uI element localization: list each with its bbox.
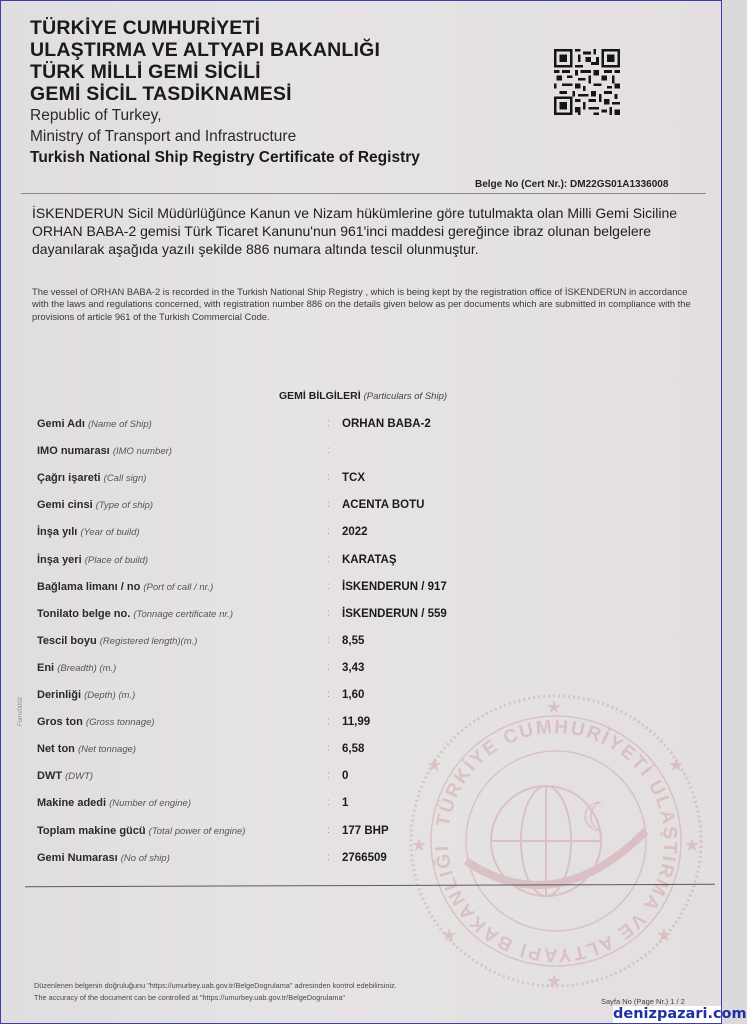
field-value: 2766509: [342, 851, 387, 864]
field-label: [37, 852, 170, 864]
field-value: 1: [342, 797, 349, 810]
svg-text:★: ★: [426, 755, 443, 775]
table-row: [37, 689, 517, 705]
table-row: [37, 526, 517, 542]
intro-paragraph-en: The vessel of ORHAN BABA-2 is recorded in the Turkish National Ship Registry , which is being kept by the registration office of İSKENDERUN in accordance with the laws and regulations concerned, with registration number 886 on the details given below as per documents which are submitted in compliance with the provisions of article 961 of the Turkish Commercial Code.: [32, 286, 691, 322]
table-row: [37, 635, 517, 651]
field-colon: :: [327, 472, 330, 484]
field-label-tr: Makine adedi: [37, 797, 107, 810]
header-tr-line-3: TÜRK MİLLİ GEMİ SİCİLİ: [30, 61, 261, 83]
seal-text: TÜRKİYE CUMHURİYETİ ULAŞTIRMA VE ALTYAPI BAKANLIĞI: [431, 716, 681, 966]
field-label: [37, 499, 153, 511]
table-row: [37, 418, 517, 434]
field-label-en: (Depth) (m.): [84, 690, 136, 701]
field-colon: :: [327, 526, 330, 538]
field-label: [37, 825, 245, 837]
divider: [21, 193, 706, 194]
field-label-en: (No of ship): [120, 852, 170, 864]
field-label-tr: Gemi cinsi: [37, 499, 93, 512]
field-colon: :: [327, 824, 330, 836]
field-label-tr: Gros ton: [37, 716, 83, 729]
field-label-tr: Net ton: [37, 743, 75, 756]
field-label-en: (Year of build): [80, 527, 140, 539]
field-value: ORHAN BABA-2: [342, 418, 431, 430]
header-en-line-1: Republic of Turkey,: [30, 107, 162, 124]
field-label-en: (Name of Ship): [87, 419, 152, 430]
field-colon: :: [327, 445, 330, 457]
site-watermark: denizpazari.com: [613, 1006, 747, 1022]
field-label-en: (Net tonnage): [77, 744, 137, 756]
header-en-title: Turkish National Ship Registry Certificate of Registry: [30, 149, 420, 166]
field-value: 6,58: [342, 743, 365, 756]
field-colon: :: [327, 689, 330, 700]
field-label: [37, 581, 213, 593]
field-value: KARATAŞ: [342, 553, 397, 566]
field-label-en: (Breadth) (m.): [57, 662, 117, 674]
svg-text:☾: ☾: [581, 795, 617, 841]
field-value: İSKENDERUN / 559: [342, 607, 447, 620]
field-label: [37, 770, 93, 782]
field-label-tr: Tonilato belge no.: [37, 607, 131, 620]
field-label: [37, 662, 116, 674]
field-value: 177 BHP: [342, 824, 389, 837]
field-colon: :: [327, 851, 330, 863]
footer-verification-en: The accuracy of the document can be controlled at "https://umurbey.uab.gov.tr/BelgeDogrulama": [34, 993, 346, 1002]
table-row: [37, 852, 517, 868]
svg-text:★: ★: [656, 925, 673, 945]
certificate-header: [30, 17, 420, 169]
field-label-en: (Type of ship): [95, 500, 154, 512]
cert-no-label: Belge No (Cert Nr.):: [475, 179, 568, 190]
field-label-tr: Toplam makine gücü: [37, 824, 146, 837]
header-en-line-2: Ministry of Transport and Infrastructure: [30, 128, 297, 145]
table-row: [37, 716, 517, 732]
svg-text:★: ★: [684, 835, 701, 855]
table-row: [37, 499, 517, 515]
field-colon: :: [327, 661, 330, 673]
header-tr-line-1: TÜRKİYE CUMHURİYETİ: [30, 17, 261, 39]
field-label-tr: Tescil boyu: [37, 634, 97, 647]
certificate-number: [475, 179, 668, 190]
particulars-title: [279, 390, 447, 402]
form-code: Form/0002: [18, 696, 24, 726]
svg-text:★: ★: [546, 971, 563, 991]
ministry-seal-icon: [406, 691, 706, 991]
field-label: [37, 716, 155, 728]
field-label-en: (Registered length)(m.): [99, 635, 198, 647]
header-tr-line-2: ULAŞTIRMA VE ALTYAPI BAKANLIĞI: [30, 39, 381, 61]
field-label: [37, 418, 152, 430]
field-label-en: (Tonnage certificate nr.): [133, 608, 233, 620]
field-label-tr: Eni: [37, 661, 55, 674]
table-row: [37, 445, 517, 461]
svg-text:★: ★: [441, 925, 458, 945]
field-label: [37, 608, 233, 620]
svg-text:★: ★: [668, 755, 685, 775]
field-label-tr: İnşa yeri: [37, 553, 82, 566]
field-colon: :: [327, 743, 330, 755]
field-label-en: (Place of build): [84, 554, 149, 566]
field-colon: :: [327, 553, 330, 565]
field-label-en: (Call sign): [103, 473, 147, 485]
field-label-tr: İnşa yılı: [37, 526, 78, 539]
field-value: 0: [342, 770, 349, 783]
table-row: [37, 581, 517, 597]
qr-code-icon[interactable]: [554, 49, 620, 115]
table-row: [37, 662, 517, 678]
field-label: [37, 743, 136, 755]
field-value: 1,60: [342, 689, 365, 701]
field-value: 2022: [342, 526, 368, 539]
particulars-title-tr: GEMİ BİLGİLERİ: [279, 390, 361, 402]
field-label-tr: IMO numarası: [37, 445, 110, 458]
footer-verification-tr: Düzenlenen belgenin doğruluğunu "https://umurbey.uab.gov.tr/BelgeDogrulama" adresinden kontrol edebilirsiniz.: [34, 981, 397, 990]
field-colon: :: [327, 499, 330, 511]
field-label-en: (Number of engine): [109, 798, 191, 810]
field-colon: :: [327, 716, 330, 728]
particulars-title-en: (Particulars of Ship): [363, 391, 448, 402]
field-value: 3,43: [342, 661, 365, 674]
field-value: ACENTA BOTU: [342, 499, 425, 512]
field-colon: :: [327, 418, 330, 429]
field-label: [37, 526, 140, 538]
field-label: [37, 445, 172, 457]
field-label: [37, 689, 135, 701]
field-value: 11,99: [342, 716, 371, 729]
field-label-en: (Port of call / nr.): [143, 581, 214, 593]
cert-no-value: DM22GS01A1336008: [570, 179, 669, 190]
table-row: [37, 472, 517, 488]
field-label-en: (Gross tonnage): [85, 717, 155, 729]
header-tr-line-4: GEMİ SİCİL TASDİKNAMESİ: [30, 83, 292, 105]
field-label-tr: Bağlama limanı / no: [37, 580, 141, 593]
table-row: [37, 797, 517, 813]
field-colon: :: [327, 797, 330, 809]
field-label-tr: Gemi Numarası: [37, 851, 118, 864]
table-row: [37, 770, 517, 786]
field-label-en: (Total power of engine): [148, 825, 246, 837]
field-label-en: (DWT): [65, 771, 94, 783]
field-label: [37, 472, 146, 484]
table-row: [37, 743, 517, 759]
table-row: [37, 825, 517, 841]
field-label: [37, 635, 197, 647]
field-label-en: (IMO number): [112, 446, 172, 458]
table-row: [37, 554, 517, 570]
field-colon: :: [327, 770, 330, 782]
svg-text:★: ★: [546, 697, 563, 717]
page-number: Sayfa No (Page Nr.) 1 / 2: [601, 997, 685, 1006]
table-row: [37, 608, 517, 624]
field-label: [37, 797, 191, 809]
field-colon: :: [327, 634, 330, 646]
field-value: İSKENDERUN / 917: [342, 580, 447, 593]
svg-text:★: ★: [411, 835, 428, 855]
field-label-tr: Çağrı işareti: [37, 472, 101, 485]
field-label-tr: DWT: [37, 770, 63, 783]
field-colon: :: [327, 580, 330, 592]
field-label-tr: Derinliği: [37, 689, 82, 701]
field-value: TCX: [342, 472, 365, 485]
field-label-tr: Gemi Adı: [37, 418, 85, 430]
field-value: 8,55: [342, 634, 365, 647]
field-label: [37, 554, 148, 566]
field-colon: :: [327, 607, 330, 619]
intro-paragraph-tr: İSKENDERUN Sicil Müdürlüğünce Kanun ve Nizam hükümlerine göre tutulmakta olan Milli Gemi Siciline ORHAN BABA-2 gemisi Türk Ticaret Kanunu'nun 961'inci maddesi gereğince ibraz olunan belgelere dayanılarak aşağıda yazılı şekilde 886 numara altında tescil olunmuştur.: [32, 205, 678, 257]
